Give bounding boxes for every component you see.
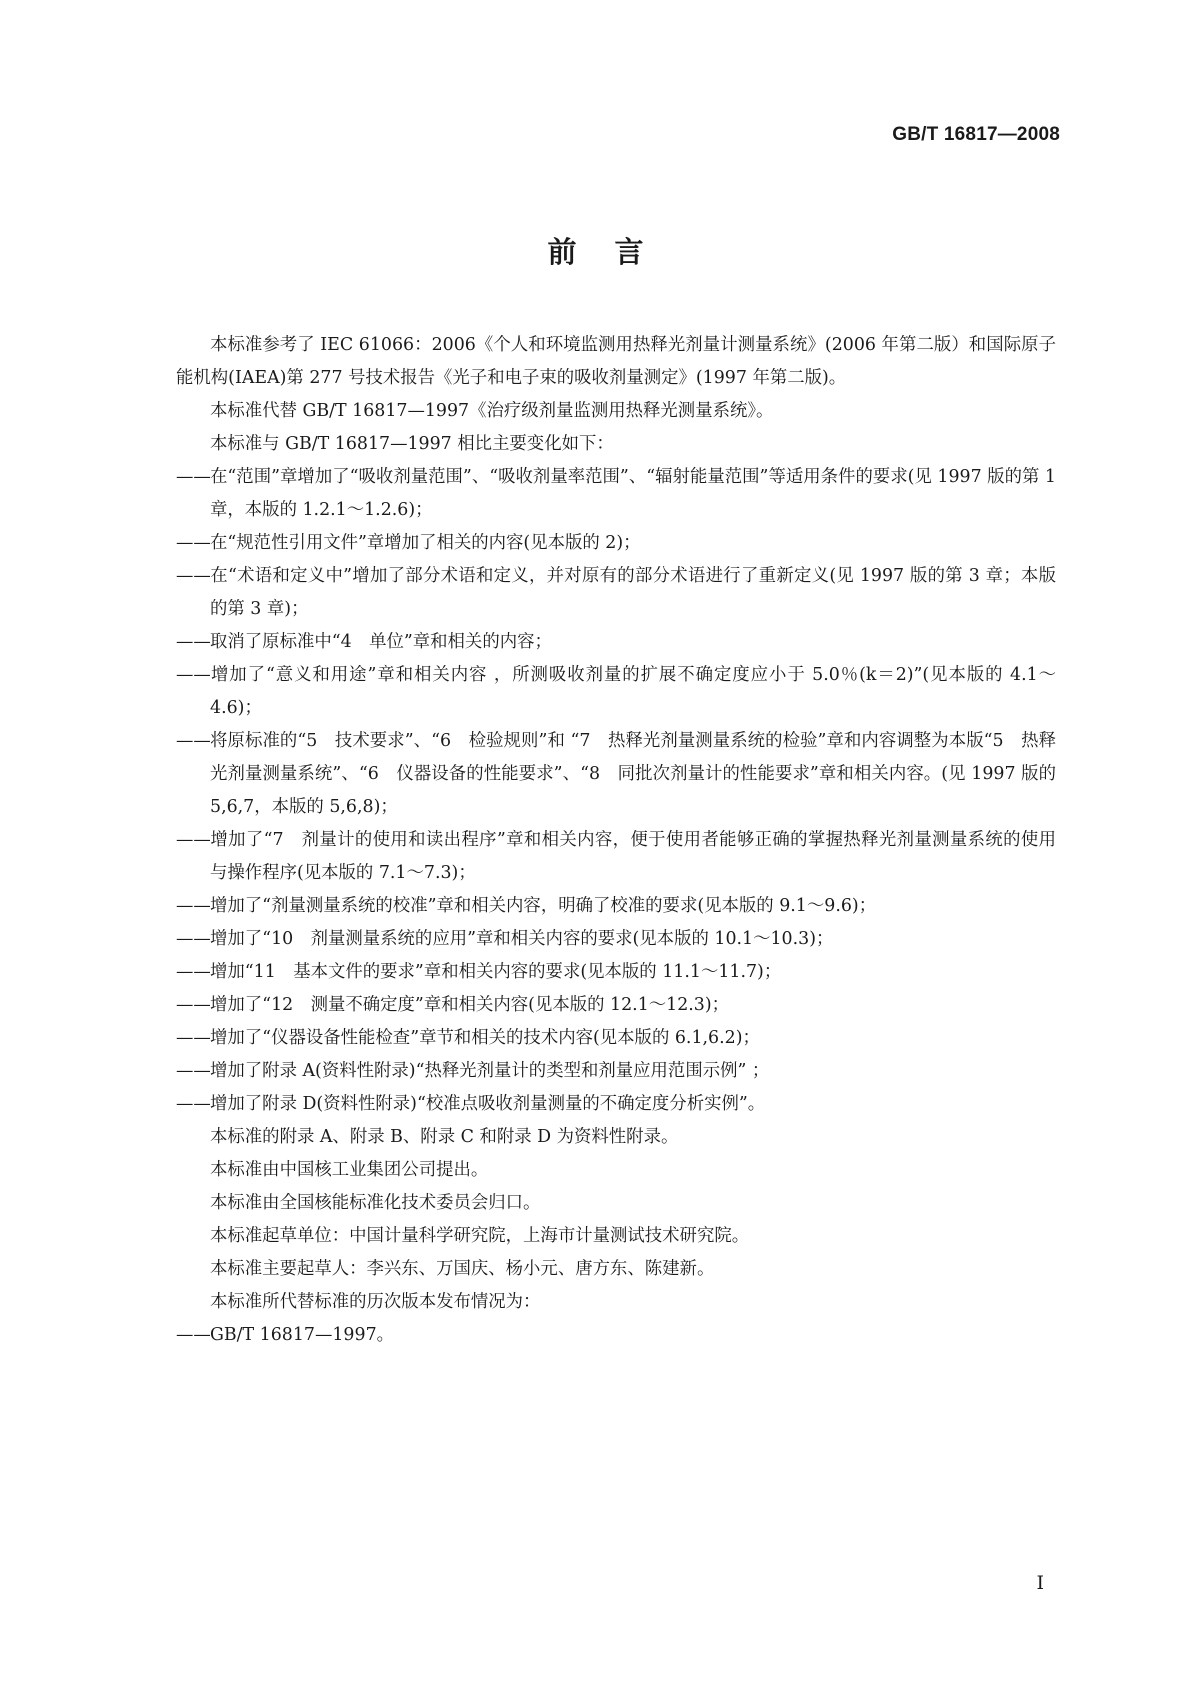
dash-bullet: —— — [176, 1028, 211, 1048]
dash-bullet: —— — [176, 467, 211, 487]
dash-bullet: —— — [176, 1061, 211, 1081]
foreword-body — [176, 329, 1056, 1352]
dash-bullet: —— — [176, 533, 211, 553]
dash-bullet: —— — [176, 665, 211, 685]
page-number: Ⅰ — [1036, 1572, 1044, 1594]
list-item: ——增加“11 基本文件的要求”章和相关内容的要求(见本版的 11.1～11.7)； — [176, 956, 1056, 989]
dash-bullet: —— — [176, 896, 211, 916]
paragraph-history-intro: 本标准所代替标准的历次版本发布情况为： — [210, 1292, 541, 1312]
paragraph-committee: 本标准由全国核能标准化技术委员会归口。 — [210, 1193, 541, 1213]
list-item: ——增加了附录 D(资料性附录)“校准点吸收剂量测量的不确定度分析实例”。 — [176, 1088, 1056, 1121]
paragraph-proposer: 本标准由中国核工业集团公司提出。 — [210, 1160, 489, 1180]
dash-bullet: —— — [176, 830, 211, 850]
history-item: ——GB/T 16817—1997。 — [176, 1319, 1056, 1352]
dash-bullet: —— — [176, 1325, 211, 1345]
paragraph-drafting-units: 本标准起草单位：中国计量科学研究院，上海市计量测试技术研究院。 — [210, 1226, 750, 1246]
list-item: ——增加了“剂量测量系统的校准”章和相关内容，明确了校准的要求(见本版的 9.1～9.6)； — [176, 890, 1056, 923]
dash-bullet: —— — [176, 995, 211, 1015]
dash-bullet: —— — [176, 962, 211, 982]
paragraph-reference: 本标准参考了 IEC 61066：2006《个人和环境监测用热释光剂量计测量系统》(2006 年第二版）和国际原子能机构(IAEA)第 277 号技术报告《光子和电子束的吸收剂量测定》(1997 年第二版)。 — [176, 335, 1056, 388]
standard-number: GB/T 16817—2008 — [892, 124, 1060, 145]
list-item: ——增加了“意义和用途”章和相关内容 ，所测吸收剂量的扩展不确定度应小于 5.0％(k＝2)”(见本版的 4.1～4.6)； — [176, 659, 1056, 725]
paragraph-replaces: 本标准代替 GB/T 16817—1997《治疗级剂量监测用热释光测量系统》。 — [210, 401, 774, 421]
changes-list — [176, 461, 1056, 1121]
list-item: ——增加了“12 测量不确定度”章和相关内容(见本版的 12.1～12.3)； — [176, 989, 1056, 1022]
paragraph-appendices: 本标准的附录 A、附录 B、附录 C 和附录 D 为资料性附录。 — [210, 1127, 679, 1147]
list-item: ——取消了原标准中“4 单位”章和相关的内容； — [176, 626, 1056, 659]
list-item: ——增加了“7 剂量计的使用和读出程序”章和相关内容，便于使用者能够正确的掌握热释光剂量测量系统的使用与操作程序(见本版的 7.1～7.3)； — [176, 824, 1056, 890]
list-item: ——在“术语和定义中”增加了部分术语和定义，并对原有的部分术语进行了重新定义(见 1997 版的第 3 章；本版的第 3 章)； — [176, 560, 1056, 626]
dash-bullet: —— — [176, 566, 211, 586]
paragraph-drafters: 本标准主要起草人：李兴东、万国庆、杨小元、唐方东、陈建新。 — [210, 1259, 715, 1279]
list-item: ——增加了“10 剂量测量系统的应用”章和相关内容的要求(见本版的 10.1～10.3)； — [176, 923, 1056, 956]
dash-bullet: —— — [176, 929, 211, 949]
list-item: ——在“范围”章增加了“吸收剂量范围”、“吸收剂量率范围”、“辐射能量范围”等适用条件的要求(见 1997 版的第 1 章，本版的 1.2.1～1.2.6)； — [176, 461, 1056, 527]
list-item: ——增加了“仪器设备性能检查”章节和相关的技术内容(见本版的 6.1,6.2)； — [176, 1022, 1056, 1055]
list-item: ——在“规范性引用文件”章增加了相关的内容(见本版的 2)； — [176, 527, 1056, 560]
dash-bullet: —— — [176, 731, 211, 751]
paragraph-changes-intro: 本标准与 GB/T 16817—1997 相比主要变化如下： — [210, 434, 614, 454]
page-title: 前言 — [547, 235, 682, 269]
dash-bullet: —— — [176, 632, 211, 652]
dash-bullet: —— — [176, 1094, 211, 1114]
list-item: ——将原标准的“5 技术要求”、“6 检验规则”和 “7 热释光剂量测量系统的检验”章和内容调整为本版“5 热释光剂量测量系统”、“6 仪器设备的性能要求”、“8 同批次剂量计的性能要求”章和相关内容。(见 1997 版的 5,6,7，本版的 5,6,8)； — [176, 725, 1056, 824]
list-item: ——增加了附录 A(资料性附录)“热释光剂量计的类型和剂量应用范围示例” ； — [176, 1055, 1056, 1088]
